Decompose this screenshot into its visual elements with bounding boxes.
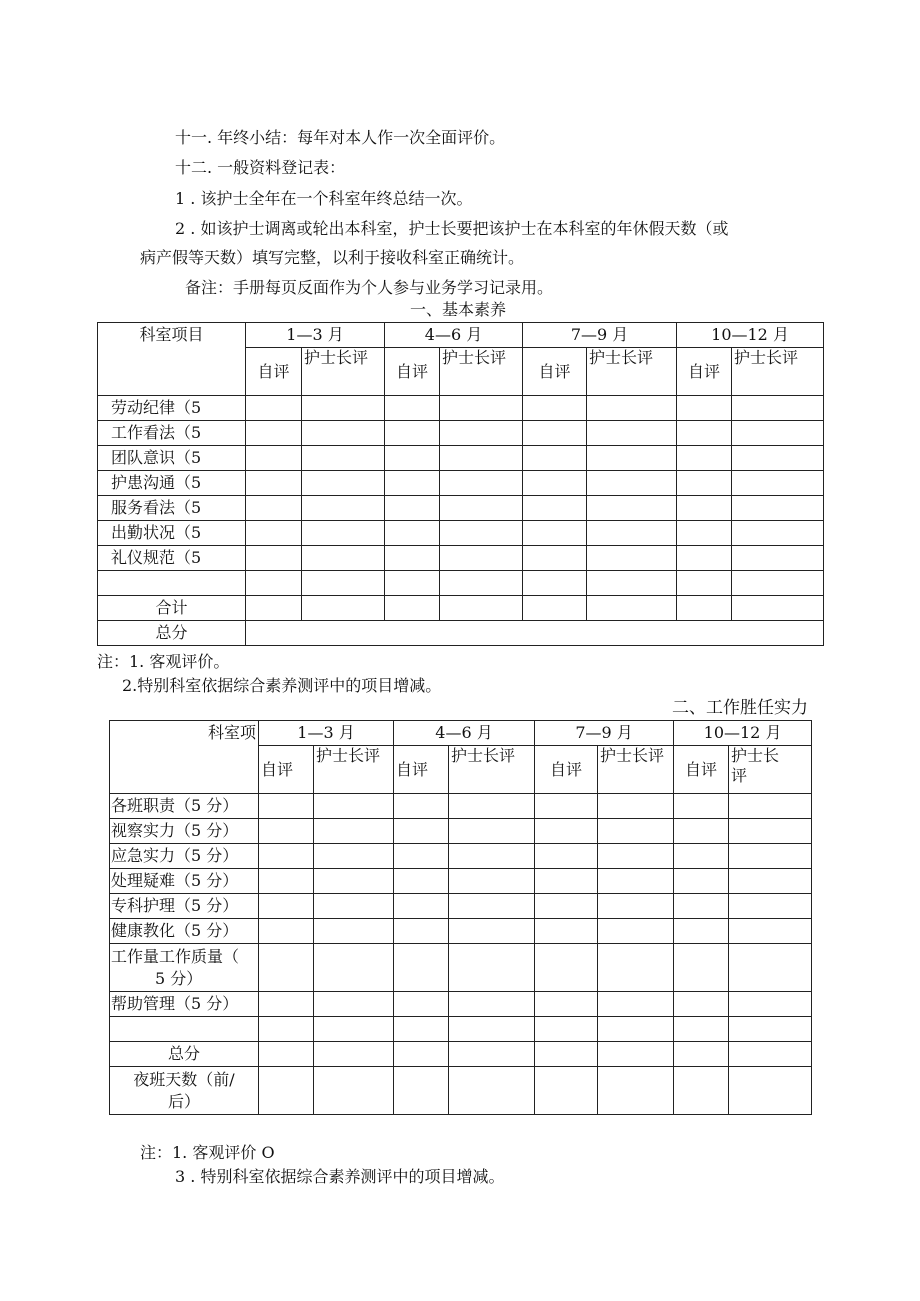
row-label: 工作看法（5 bbox=[98, 421, 246, 446]
score-cell[interactable] bbox=[259, 819, 314, 844]
self-eval-header bbox=[677, 348, 732, 396]
score-cell[interactable] bbox=[729, 844, 812, 869]
score-cell[interactable] bbox=[259, 794, 314, 819]
score-cell[interactable] bbox=[598, 894, 674, 919]
score-cell[interactable] bbox=[259, 944, 314, 992]
table-row bbox=[110, 919, 812, 944]
section2-title: 二、工作胜任实力 bbox=[672, 698, 808, 718]
score-cell[interactable] bbox=[677, 521, 732, 546]
score-cell[interactable] bbox=[587, 471, 677, 496]
score-cell[interactable] bbox=[587, 446, 677, 471]
score-cell[interactable] bbox=[732, 571, 824, 596]
score-cell[interactable] bbox=[732, 596, 824, 621]
self-eval-header bbox=[523, 348, 587, 396]
score-cell[interactable] bbox=[732, 521, 824, 546]
score-cell[interactable] bbox=[394, 869, 449, 894]
row-label: 视察实力（5 分） bbox=[110, 819, 259, 844]
period-label: 1—3 月 bbox=[286, 325, 344, 344]
score-cell[interactable] bbox=[523, 421, 587, 446]
head-eval-label: 护士长 bbox=[731, 746, 780, 765]
score-cell[interactable] bbox=[587, 421, 677, 446]
row-label: 团队意识（5 bbox=[98, 446, 246, 471]
score-cell[interactable] bbox=[523, 396, 587, 421]
self-eval-label: 自评 bbox=[257, 362, 290, 381]
score-cell[interactable] bbox=[449, 894, 535, 919]
period-header bbox=[523, 323, 677, 348]
score-cell[interactable] bbox=[523, 471, 587, 496]
score-cell[interactable] bbox=[246, 571, 302, 596]
score-cell[interactable] bbox=[674, 1067, 729, 1115]
subtotal-label: 合计 bbox=[98, 596, 246, 621]
score-cell[interactable] bbox=[314, 819, 394, 844]
row-label: 专科护理（5 分） bbox=[110, 894, 259, 919]
corner-label: 科室项 bbox=[207, 723, 256, 742]
self-eval-header bbox=[394, 746, 449, 794]
score-cell[interactable] bbox=[587, 596, 677, 621]
total-cell[interactable] bbox=[246, 621, 824, 646]
score-cell[interactable] bbox=[440, 396, 523, 421]
score-cell[interactable] bbox=[598, 794, 674, 819]
self-eval-label: 自评 bbox=[688, 362, 721, 381]
score-cell[interactable] bbox=[523, 546, 587, 571]
head-eval-header bbox=[440, 348, 523, 396]
score-cell[interactable] bbox=[535, 1067, 598, 1115]
score-cell[interactable] bbox=[449, 794, 535, 819]
score-cell[interactable] bbox=[314, 869, 394, 894]
score-cell[interactable] bbox=[394, 1042, 449, 1067]
score-cell[interactable] bbox=[523, 596, 587, 621]
score-cell[interactable] bbox=[732, 496, 824, 521]
score-cell[interactable] bbox=[385, 471, 440, 496]
intro-line-2: 十二. 一般资料登记表： bbox=[175, 158, 346, 177]
score-cell[interactable] bbox=[598, 1017, 674, 1042]
score-cell[interactable] bbox=[314, 919, 394, 944]
score-cell[interactable] bbox=[535, 894, 598, 919]
score-cell[interactable] bbox=[314, 992, 394, 1017]
score-cell[interactable] bbox=[674, 844, 729, 869]
table-row bbox=[98, 396, 824, 421]
period-label: 7—9 月 bbox=[570, 325, 629, 344]
score-cell[interactable] bbox=[246, 471, 302, 496]
score-cell[interactable] bbox=[259, 992, 314, 1017]
score-cell[interactable] bbox=[302, 521, 385, 546]
table-row bbox=[110, 794, 812, 819]
intro-line-5: 备注：手册每页反面作为个人参与业务学习记录用。 bbox=[185, 278, 554, 297]
score-cell[interactable] bbox=[394, 944, 449, 992]
self-eval-header bbox=[535, 746, 598, 794]
score-cell[interactable] bbox=[259, 1042, 314, 1067]
score-cell[interactable] bbox=[246, 546, 302, 571]
row-label: 出勤状况（5 bbox=[98, 521, 246, 546]
row-label-night-b: 后） bbox=[167, 1091, 200, 1111]
score-cell[interactable] bbox=[732, 446, 824, 471]
score-cell[interactable] bbox=[449, 1067, 535, 1115]
score-cell[interactable] bbox=[314, 844, 394, 869]
score-cell[interactable] bbox=[523, 521, 587, 546]
period-header bbox=[674, 721, 812, 746]
score-cell[interactable] bbox=[587, 571, 677, 596]
self-eval-label: 自评 bbox=[685, 760, 718, 779]
score-cell[interactable] bbox=[302, 471, 385, 496]
score-cell[interactable] bbox=[729, 869, 812, 894]
score-cell[interactable] bbox=[302, 446, 385, 471]
corner-cell bbox=[110, 721, 259, 794]
score-cell[interactable] bbox=[674, 944, 729, 992]
table-row bbox=[98, 446, 824, 471]
table-row bbox=[98, 421, 824, 446]
self-eval-label: 自评 bbox=[396, 760, 429, 779]
self-eval-label: 自评 bbox=[538, 362, 571, 381]
score-cell[interactable] bbox=[394, 794, 449, 819]
score-cell[interactable] bbox=[598, 992, 674, 1017]
section2-note-2: 3 . 特别科室依据综合素养测评中的项目增减。 bbox=[175, 1167, 505, 1186]
score-cell[interactable] bbox=[587, 496, 677, 521]
score-cell[interactable] bbox=[732, 421, 824, 446]
intro-line-1: 十一. 年终小结：每年对本人作一次全面评价。 bbox=[175, 128, 506, 147]
table-row bbox=[110, 869, 812, 894]
table-row bbox=[110, 819, 812, 844]
self-eval-label: 自评 bbox=[261, 760, 294, 779]
score-cell[interactable] bbox=[302, 571, 385, 596]
score-cell[interactable] bbox=[314, 1042, 394, 1067]
table-row bbox=[98, 471, 824, 496]
head-eval-label: 护士长评 bbox=[734, 348, 799, 367]
score-cell[interactable] bbox=[246, 446, 302, 471]
score-cell[interactable] bbox=[385, 446, 440, 471]
section1-title: 一、基本素养 bbox=[410, 300, 507, 319]
score-cell[interactable] bbox=[449, 1042, 535, 1067]
score-cell[interactable] bbox=[587, 521, 677, 546]
score-cell[interactable] bbox=[440, 521, 523, 546]
table-row bbox=[98, 496, 824, 521]
score-cell[interactable] bbox=[440, 446, 523, 471]
table-row bbox=[98, 521, 824, 546]
score-cell[interactable] bbox=[394, 1067, 449, 1115]
score-cell[interactable] bbox=[598, 1042, 674, 1067]
score-cell[interactable] bbox=[259, 844, 314, 869]
corner-label: 科室项目 bbox=[139, 325, 204, 344]
score-cell[interactable] bbox=[598, 919, 674, 944]
table-row bbox=[110, 894, 812, 919]
score-cell[interactable] bbox=[449, 919, 535, 944]
row-label bbox=[98, 571, 246, 596]
corner-cell bbox=[98, 323, 246, 396]
score-cell[interactable] bbox=[587, 396, 677, 421]
head-eval-label: 护士长评 bbox=[316, 746, 381, 765]
period-header bbox=[677, 323, 824, 348]
head-eval-label-wrap: 评 bbox=[731, 766, 748, 785]
score-cell[interactable] bbox=[729, 1067, 812, 1115]
score-cell[interactable] bbox=[523, 571, 587, 596]
section1-note-1: 注：1. 客观评价。 bbox=[97, 652, 230, 671]
score-cell[interactable] bbox=[314, 794, 394, 819]
score-cell[interactable] bbox=[598, 944, 674, 992]
period-header bbox=[259, 721, 394, 746]
score-cell[interactable] bbox=[677, 496, 732, 521]
head-eval-header bbox=[314, 746, 394, 794]
score-cell[interactable] bbox=[523, 496, 587, 521]
row-label: 应急实力（5 分） bbox=[110, 844, 259, 869]
score-cell[interactable] bbox=[440, 496, 523, 521]
intro-line-4a: 2 . 如该护士调离或轮出本科室，护士长要把该护士在本科室的年休假天数（或 bbox=[175, 219, 729, 238]
head-eval-header bbox=[732, 348, 824, 396]
score-cell[interactable] bbox=[674, 794, 729, 819]
score-cell[interactable] bbox=[385, 571, 440, 596]
score-cell[interactable] bbox=[674, 819, 729, 844]
score-cell[interactable] bbox=[677, 596, 732, 621]
score-cell[interactable] bbox=[302, 496, 385, 521]
score-cell[interactable] bbox=[677, 571, 732, 596]
score-cell[interactable] bbox=[314, 944, 394, 992]
row-label-blank bbox=[110, 1017, 259, 1042]
score-cell[interactable] bbox=[302, 396, 385, 421]
score-cell[interactable] bbox=[729, 919, 812, 944]
head-eval-header bbox=[729, 746, 812, 794]
row-label: 劳动纪律（5 bbox=[98, 396, 246, 421]
period-label: 10—12 月 bbox=[711, 325, 789, 344]
score-cell[interactable] bbox=[385, 421, 440, 446]
period-header bbox=[385, 323, 523, 348]
score-cell[interactable] bbox=[394, 819, 449, 844]
row-label: 处理疑难（5 分） bbox=[110, 869, 259, 894]
head-eval-header bbox=[598, 746, 674, 794]
score-cell[interactable] bbox=[535, 869, 598, 894]
intro-line-3: 1 . 该护士全年在一个科室年终总结一次。 bbox=[175, 189, 473, 208]
score-cell[interactable] bbox=[598, 1067, 674, 1115]
total-label: 总分 bbox=[98, 621, 246, 646]
score-cell[interactable] bbox=[677, 396, 732, 421]
score-cell[interactable] bbox=[246, 421, 302, 446]
score-cell[interactable] bbox=[523, 446, 587, 471]
period-label: 1—3 月 bbox=[297, 723, 355, 742]
score-cell[interactable] bbox=[385, 521, 440, 546]
score-cell[interactable] bbox=[535, 794, 598, 819]
score-cell[interactable] bbox=[729, 1042, 812, 1067]
score-cell[interactable] bbox=[732, 546, 824, 571]
score-cell[interactable] bbox=[440, 471, 523, 496]
score-cell[interactable] bbox=[259, 1067, 314, 1115]
self-eval-header bbox=[385, 348, 440, 396]
score-cell[interactable] bbox=[535, 992, 598, 1017]
score-cell[interactable] bbox=[385, 596, 440, 621]
row-label: 护患沟通（5 bbox=[98, 471, 246, 496]
head-eval-label: 护士长评 bbox=[589, 348, 654, 367]
period-label: 4—6 月 bbox=[435, 723, 493, 742]
score-cell[interactable] bbox=[449, 819, 535, 844]
score-cell[interactable] bbox=[302, 421, 385, 446]
score-cell[interactable] bbox=[394, 894, 449, 919]
score-cell[interactable] bbox=[246, 396, 302, 421]
score-cell[interactable] bbox=[259, 919, 314, 944]
period-label: 7—9 月 bbox=[575, 723, 633, 742]
score-cell[interactable] bbox=[259, 894, 314, 919]
score-cell[interactable] bbox=[449, 992, 535, 1017]
self-eval-label: 自评 bbox=[550, 760, 583, 779]
score-cell[interactable] bbox=[535, 844, 598, 869]
score-cell[interactable] bbox=[535, 1017, 598, 1042]
head-eval-header bbox=[449, 746, 535, 794]
score-cell[interactable] bbox=[535, 819, 598, 844]
head-eval-header bbox=[587, 348, 677, 396]
self-eval-label: 自评 bbox=[396, 362, 429, 381]
score-cell[interactable] bbox=[440, 596, 523, 621]
head-eval-header bbox=[302, 348, 385, 396]
score-cell[interactable] bbox=[587, 546, 677, 571]
row-label-workload-a: 工作量工作质量（ bbox=[111, 946, 240, 966]
score-cell[interactable] bbox=[535, 1042, 598, 1067]
period-label: 4—6 月 bbox=[424, 325, 483, 344]
self-eval-header bbox=[246, 348, 302, 396]
score-cell[interactable] bbox=[449, 844, 535, 869]
score-cell[interactable] bbox=[535, 944, 598, 992]
score-cell[interactable] bbox=[729, 1017, 812, 1042]
score-cell[interactable] bbox=[394, 1017, 449, 1042]
head-eval-label: 护士长评 bbox=[304, 348, 369, 367]
score-cell[interactable] bbox=[385, 496, 440, 521]
self-eval-header bbox=[259, 746, 314, 794]
score-cell[interactable] bbox=[440, 546, 523, 571]
score-cell[interactable] bbox=[674, 894, 729, 919]
table-row bbox=[110, 844, 812, 869]
score-cell[interactable] bbox=[674, 919, 729, 944]
score-cell[interactable] bbox=[449, 869, 535, 894]
self-eval-header bbox=[674, 746, 729, 794]
score-cell[interactable] bbox=[598, 869, 674, 894]
score-cell[interactable] bbox=[449, 1017, 535, 1042]
score-cell[interactable] bbox=[440, 421, 523, 446]
period-header bbox=[535, 721, 674, 746]
head-eval-label: 护士长评 bbox=[600, 746, 665, 765]
score-cell[interactable] bbox=[302, 596, 385, 621]
row-label-workload bbox=[110, 944, 259, 992]
score-cell[interactable] bbox=[394, 844, 449, 869]
score-cell[interactable] bbox=[535, 919, 598, 944]
score-cell[interactable] bbox=[732, 396, 824, 421]
score-cell[interactable] bbox=[729, 894, 812, 919]
score-cell[interactable] bbox=[394, 992, 449, 1017]
row-label: 健康教化（5 分） bbox=[110, 919, 259, 944]
score-cell[interactable] bbox=[677, 421, 732, 446]
row-label-night bbox=[110, 1067, 259, 1115]
work-competence-table bbox=[109, 720, 812, 1115]
score-cell[interactable] bbox=[677, 546, 732, 571]
score-cell[interactable] bbox=[677, 446, 732, 471]
score-cell[interactable] bbox=[732, 471, 824, 496]
head-eval-label: 护士长评 bbox=[451, 746, 516, 765]
intro-line-4b: 病产假等天数）填写完整，以利于接收科室正确统计。 bbox=[140, 248, 525, 267]
table-row bbox=[98, 571, 824, 596]
score-cell[interactable] bbox=[729, 794, 812, 819]
score-cell[interactable] bbox=[385, 546, 440, 571]
total-label: 总分 bbox=[110, 1042, 259, 1067]
row-label: 服务看法（5 bbox=[98, 496, 246, 521]
score-cell[interactable] bbox=[674, 992, 729, 1017]
score-cell[interactable] bbox=[674, 869, 729, 894]
row-label-help: 帮助管理（5 分） bbox=[110, 992, 259, 1017]
score-cell[interactable] bbox=[246, 496, 302, 521]
score-cell[interactable] bbox=[598, 819, 674, 844]
score-cell[interactable] bbox=[314, 1067, 394, 1115]
row-label-night-a: 夜班天数（前/ bbox=[133, 1069, 235, 1089]
score-cell[interactable] bbox=[449, 944, 535, 992]
score-cell[interactable] bbox=[246, 596, 302, 621]
row-label: 礼仪规范（5 bbox=[98, 546, 246, 571]
score-cell[interactable] bbox=[314, 894, 394, 919]
table-row bbox=[98, 546, 824, 571]
period-label: 10—12 月 bbox=[703, 723, 782, 742]
score-cell[interactable] bbox=[259, 869, 314, 894]
section2-note-1: 注：1. 客观评价 O bbox=[140, 1143, 275, 1162]
row-label-workload-b: 5 分） bbox=[155, 968, 203, 988]
row-label: 各班职责（5 分） bbox=[110, 794, 259, 819]
score-cell[interactable] bbox=[302, 546, 385, 571]
score-cell[interactable] bbox=[246, 521, 302, 546]
basic-quality-table bbox=[97, 322, 824, 646]
period-header bbox=[394, 721, 535, 746]
score-cell[interactable] bbox=[729, 819, 812, 844]
score-cell[interactable] bbox=[394, 919, 449, 944]
score-cell[interactable] bbox=[440, 571, 523, 596]
score-cell[interactable] bbox=[598, 844, 674, 869]
score-cell[interactable] bbox=[259, 1017, 314, 1042]
score-cell[interactable] bbox=[729, 944, 812, 992]
score-cell[interactable] bbox=[677, 471, 732, 496]
score-cell[interactable] bbox=[674, 1017, 729, 1042]
score-cell[interactable] bbox=[729, 992, 812, 1017]
score-cell[interactable] bbox=[385, 396, 440, 421]
head-eval-label: 护士长评 bbox=[442, 348, 507, 367]
section1-note-2: 2.特别科室依据综合素养测评中的项目增减。 bbox=[122, 676, 442, 695]
score-cell[interactable] bbox=[314, 1017, 394, 1042]
period-header bbox=[246, 323, 385, 348]
score-cell[interactable] bbox=[674, 1042, 729, 1067]
